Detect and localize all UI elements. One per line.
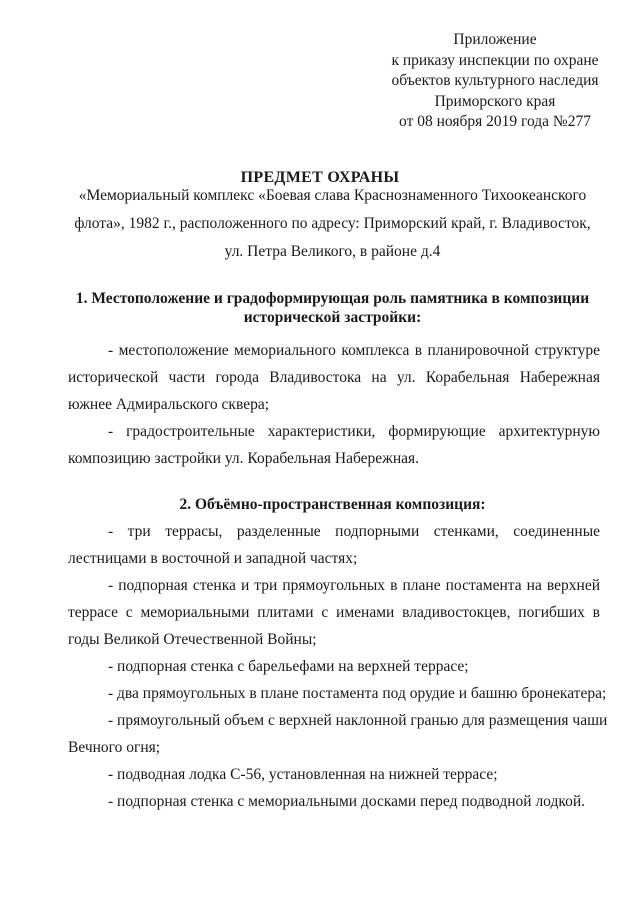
paragraph-line: - подпорная стенка и три прямоугольных в плане постамента на верхней xyxy=(108,577,600,594)
paragraph-line: лестницами в восточной и западной частях; xyxy=(68,550,358,567)
paragraph-line: - два прямоугольных в плане постамента под орудие и башню бронекатера; xyxy=(108,685,607,702)
paragraph-line: - местоположение мемориального комплекса в планировочной структуре xyxy=(108,342,600,359)
appendix-line: объектов культурного наследия xyxy=(391,72,599,89)
section-1-heading xyxy=(60,289,605,327)
section-2-heading xyxy=(60,495,605,514)
paragraph-line: годы Великой Отечественной Войны; xyxy=(68,631,317,648)
paragraph-line: - градостроительные характеристики, формирующие архитектурную xyxy=(108,423,600,440)
appendix-block xyxy=(360,30,630,133)
appendix-line: Приложение xyxy=(453,31,537,48)
paragraph-line: - подпорная стенка с барельефами на верхней террасе; xyxy=(108,658,469,675)
section-2-item xyxy=(68,518,600,572)
section-heading-line: 1. Местоположение и градоформирующая роль памятника в композиции xyxy=(75,290,590,307)
section-heading-line: 2. Объёмно-пространственная композиция: xyxy=(179,496,486,513)
paragraph-line: террасе с мемориальными плитами с именами владивостокцев, погибших в xyxy=(68,604,600,621)
paragraph-line: - три террасы, разделенные подпорными стенками, соединенные xyxy=(108,523,600,540)
paragraph-line: композицию застройки ул. Корабельная Набережная. xyxy=(68,450,420,467)
paragraph-line: - подпорная стенка с мемориальными досками перед подводной лодкой. xyxy=(108,793,586,810)
paragraph-line: южнее Адмиральского сквера; xyxy=(68,396,270,413)
document-title: ПРЕДМЕТ ОХРАНЫ xyxy=(240,169,400,186)
paragraph-line: исторической части города Владивостока на ул. Корабельная Набережная xyxy=(68,369,600,386)
paragraph-line: Вечного огня; xyxy=(68,739,161,756)
section-1-item xyxy=(68,418,600,472)
section-2-item xyxy=(68,572,600,653)
section-1-item xyxy=(68,337,600,418)
section-2-item xyxy=(68,653,600,680)
section-2-item xyxy=(68,761,600,788)
paragraph-line: - подводная лодка С-56, установленная на нижней террасе; xyxy=(108,766,498,783)
section-2-item xyxy=(68,788,600,815)
section-2-item xyxy=(68,707,608,761)
paragraph-line: - прямоугольный объем с верхней наклонной гранью для размещения чаши xyxy=(108,712,608,729)
section-heading-line: исторической застройки: xyxy=(243,309,422,326)
object-description-line: «Мемориальный комплекс «Боевая слава Краснознаменного Тихоокеанского xyxy=(78,187,587,204)
object-description-line: флота», 1982 г., расположенного по адресу: Приморский край, г. Владивосток, xyxy=(74,215,591,232)
object-description-line: ул. Петра Великого, в районе д.4 xyxy=(224,243,441,260)
appendix-line: от 08 ноября 2019 года №277 xyxy=(399,113,591,130)
appendix-line: Приморского края xyxy=(434,92,556,110)
object-description xyxy=(60,182,605,266)
section-2-item xyxy=(68,680,607,707)
appendix-line: к приказу инспекции по охране xyxy=(391,51,599,69)
